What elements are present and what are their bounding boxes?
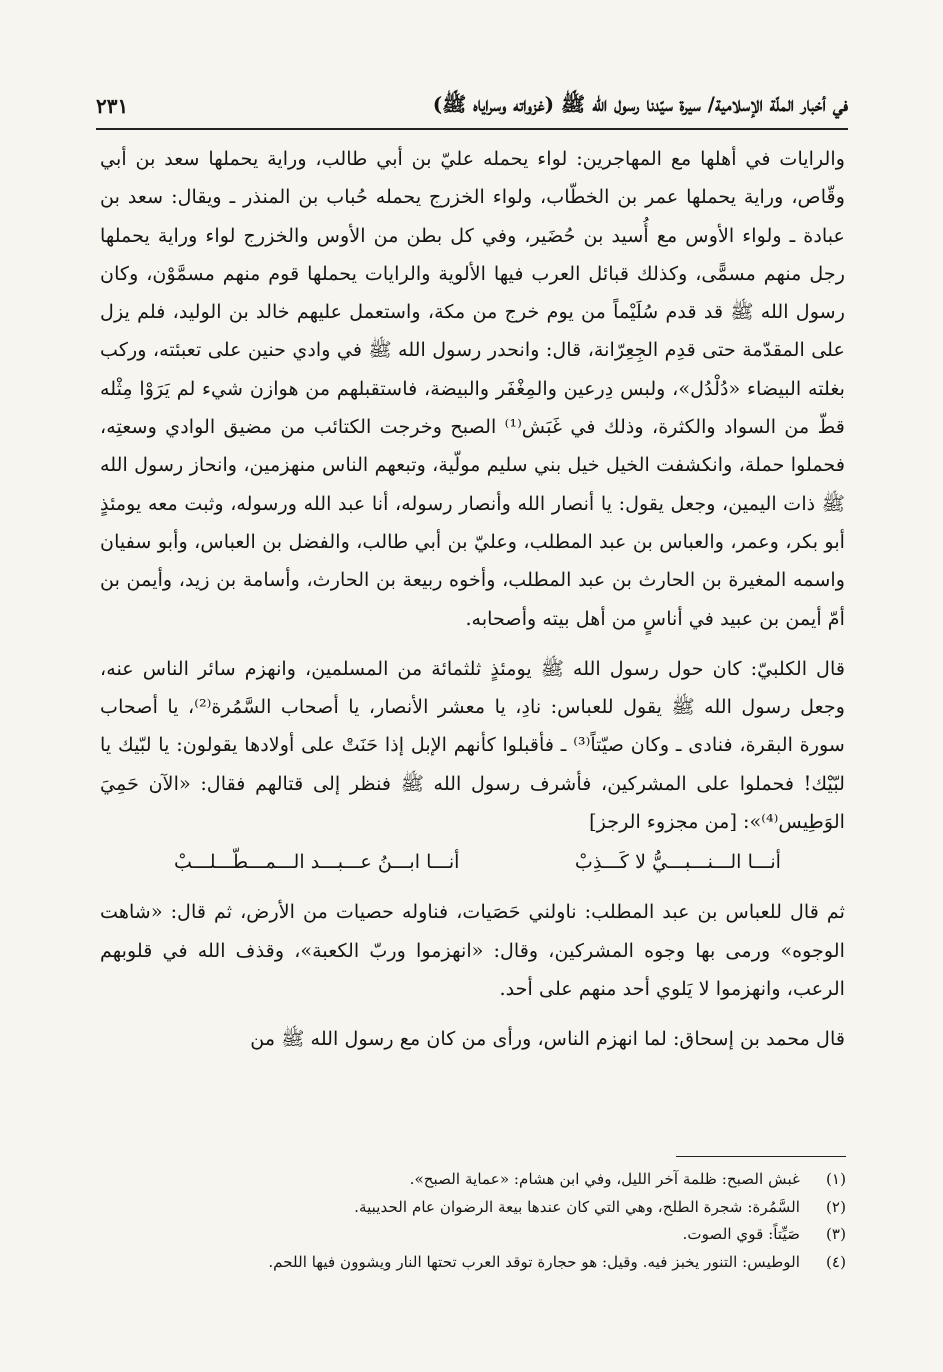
footnote-text: السَّمُرة: شجرة الطلح، وهي التي كان عندها بيعة الرضوان عام الحديبية. bbox=[354, 1197, 800, 1216]
footnote-text: الوطيس: التنور يخبز فيه. وقيل: هو حجارة توقد العرب تحتها النار ويشوون فيها اللحم. bbox=[268, 1252, 800, 1271]
paragraph: قال محمد بن إسحاق: لما انهزم الناس، ورأى من كان مع رسول الله ﷺ من bbox=[250, 1027, 845, 1051]
footnote bbox=[140, 1166, 846, 1194]
main-text bbox=[100, 140, 845, 1059]
footnote-number: (٣) bbox=[825, 1225, 846, 1243]
header-rule bbox=[96, 128, 848, 130]
footnote-text: غبش الصبح: ظلمة آخر الليل، وفي ابن هشام: «عماية الصبح». bbox=[409, 1170, 800, 1188]
footnote-number: (٢) bbox=[825, 1197, 846, 1216]
paragraph: والرايات في أهلها مع المهاجرين: لواء يحمله عليّ بن أبي طالب، وراية يحملها سعد بن أبي وقّاص، وراية يحملها عمر بن الخطّاب، ولواء الخزرج يحمله حُباب بن المنذر ـ ويقال: سعد بن عبادة ـ ولواء الأوس مع أُسيد بن حُضَير، وفي كل بطن من الأوس والخزرج لواء وراية يحملها رجل منهم مسمًّى، وكذلك قبائل العرب فيها الألوية والرايات يحملها قوم منهم مسمَّوْن، وكان رسول الله ﷺ قد قدم سُلَيْماً من يوم خرج من مكة، واستعمل عليهم خالد بن الوليد، فلم يزل على المقدّمة حتى قدِم الجِعِرّانة، قال: وانحدر رسول الله ﷺ في وادي حنين على تعبئته، وركب بغلته البيضاء «دُلْدُل»، ولبس دِرعين والمِغْفَر والبيضة، فاستقبلهم من هوازن شيء لم يَرَوْا مِثْله قطّ من السواد والكثرة، وذلك في غَبَش⁽¹⁾ الصبح وخرجت الكتائب من مضيق الوادي وسعتِه، فحملوا حملة، وانكشفت الخيل خيل بني سليم مولّية، وتبعهم الناس منهزمين، وانحاز رسول الله ﷺ ذات اليمين، وجعل يقول: يا أنصار الله وأنصار رسوله، أنا عبد الله ورسوله، وثبت معه يومئذٍ أبو بكر، وعمر، والعباس بن عبد المطلب، وعليّ بن أبي طالب، والفضل بن العباس، وأبو سفيان واسمه المغيرة بن الحارث بن عبد المطلب، وأخوه ربيعة بن الحارث، وأسامة بن زيد، وأيمن بن أمّ أيمن بن عبيد في أناسٍ من أهل بيته وأصحابه. bbox=[100, 147, 845, 630]
verse-left-hemistich: أنـــا ابـــنُ عـــبـــد الـــمـــطّـــلـــبْ bbox=[174, 850, 460, 874]
footnote-text: صَيِّتاً: قوي الصوت. bbox=[682, 1225, 800, 1243]
footnotes bbox=[140, 1166, 846, 1276]
footnote-number: (٤) bbox=[825, 1252, 846, 1271]
verse-right-hemistich: أنـــا الـــنـــبـــيُّ لا كَـــذِبْ bbox=[574, 850, 781, 874]
page-number: ٢٣١ bbox=[96, 94, 129, 118]
page-header bbox=[96, 86, 848, 126]
poem-verse bbox=[100, 843, 845, 881]
paragraph: ثم قال للعباس بن عبد المطلب: ناولني حَصَيات، فناوله حصيات من الأرض، ثم قال: «شاهت الوجوه» ورمى بها وجوه المشركين، وقال: «انهزموا وربّ الكعبة»، وقذف الله في قلوبهم الرعب، وانهزموا لا يَلوي أحد منهم على أحد. bbox=[100, 900, 845, 1000]
running-title: في أخبار الملّة الإسلامية/ سيرة سيّدنا رسول الله ﷺ (غزواته وسراياه ﷺ) bbox=[432, 91, 848, 116]
footnote bbox=[140, 1249, 846, 1277]
footnote-number: (١) bbox=[825, 1170, 846, 1188]
paragraph: قال الكلبيّ: كان حول رسول الله ﷺ يومئذٍ ثلثمائة من المسلمين، وانهزم سائر الناس عنه، وجعل رسول الله ﷺ يقول للعباس: نادِ، يا معشر الأنصار، يا أصحاب السَّمُرة⁽²⁾، يا أصحاب سورة البقرة، فنادى ـ وكان صيّتاً⁽³⁾ ـ فأقبلوا كأنهم الإبل إذا حَنَتْ على أولادها يقولون: يا لبّيك يا لبّيْك! فحملوا على المشركين، فأشرف رسول الله ﷺ فنظر إلى قتالهم فقال: «الآن حَمِيَ الوَطِيس⁽⁴⁾»: [من مجزوء الرجز] bbox=[100, 656, 845, 834]
footnote-rule bbox=[676, 1156, 846, 1157]
footnote bbox=[140, 1221, 846, 1249]
footnote bbox=[140, 1194, 846, 1222]
